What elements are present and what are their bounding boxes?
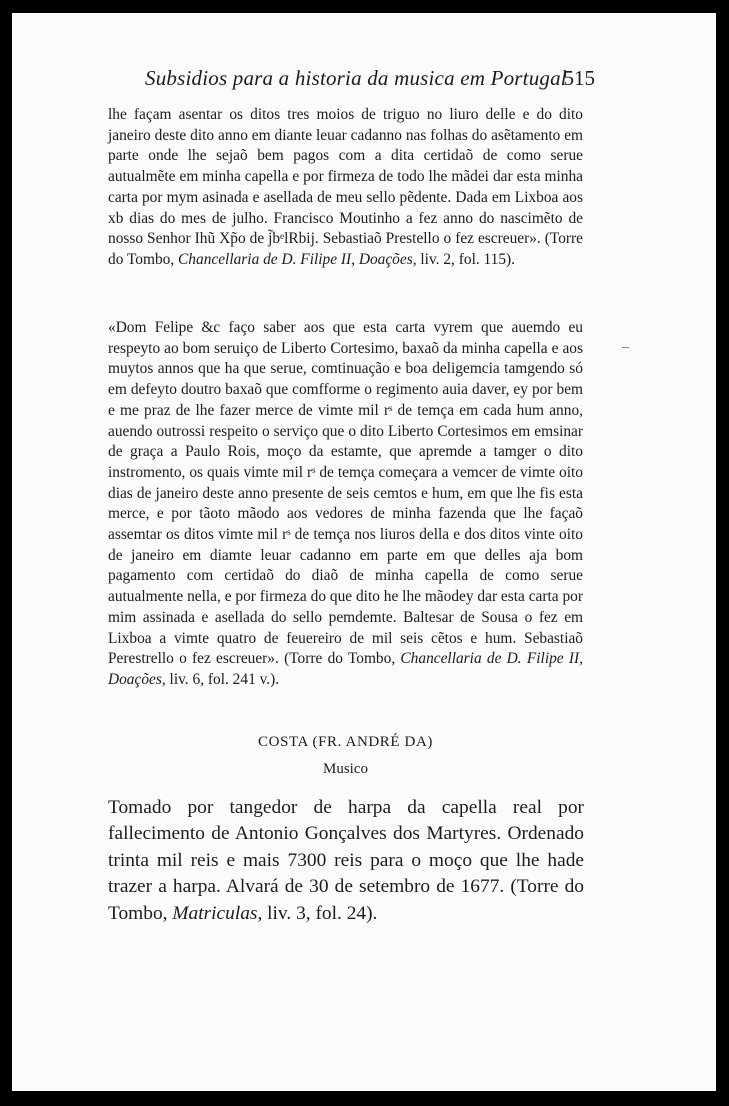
paragraph-text: lhe façam asentar os ditos tres moios de triguo no liuro delle e do dito janeiro deste dito anno em diante leuar cadanno nas folhas do asẽtamento em parte onde lhe sejaõ bem pagos com a dita certidaõ de como serue autualmẽte em minha capella e por firmeza de todo lhe mãdei dar esta minha carta por mym asinada e asellada de meu sello pẽdente. Dada em Lixboa aos xb dias do mes de julho. Francisco Moutinho a fez anno do nascimẽto de nosso Senhor Ihũ Xp̃o de j̃bᵉlRbij. Sebastiaõ Prestello o fez escreuer». (Torre do Tombo, xyxy=(108,106,583,268)
entry-subheading: Musico xyxy=(323,761,368,777)
citation-tail: liv. 3, fol. 24). xyxy=(262,902,378,924)
citation-tail: liv. 2, fol. 115). xyxy=(416,250,516,268)
entry-heading: COSTA (FR. ANDRÉ DA) xyxy=(258,734,433,750)
citation-italic: Chancellaria de D. Filipe II, Doações, xyxy=(108,650,583,688)
citation-italic: Matriculas, xyxy=(172,902,263,924)
paragraph-text: «Dom Felipe &c faço saber aos que esta carta vyrem que auemdo eu respeyto ao bom seruiço de Liberto Cortesimo, baxaõ da minha capella e aos muytos annos que ha que serue, comtinuação e boa deligemcia tamgendo só em defeyto doutro baxaõ que comfforme o regimento auia daver, ey por bem e me praz de lhe fazer merce de vimte mil rˢ de temça em cada hum anno, auendo outrossi respeito o serviço que o dito Liberto Cortesimos em emsinar de graça a Paulo Rois, moço da estamte, que apremde a tamger o dito instromento, os quais vimte mil rˢ de temça começara a vemcer de vimte oito dias de janeiro deste anno presente de seis cemtos e hum, em que lhe fis esta merce, e por tãoto mãodo aos vedores de minha fazenda que lhe façaõ assemtar os ditos vimte mil rˢ de temça nos liuros della e dos ditos vinte oito de janeiro em diamte leuar cadanno em parte em que delles aja bom pagamento com certidaõ do diaõ de minha capella de como serue autualmente nella, e por firmeza do que dito he lhe mãodey dar esta carta por mim assinada e asellada do sello pemdemte. Baltesar de Sousa o fez em Lixboa a vimte quatro de feuereiro de mil seis cẽtos e hum. Sebastiaõ Perestrello o fez escreuer». (Torre do Tombo, xyxy=(108,319,583,668)
paragraph-entry-body xyxy=(108,795,584,927)
running-title: Subsidios para a historia da musica em Portugal xyxy=(145,66,567,90)
page-number: 515 xyxy=(563,66,595,90)
citation-tail: liv. 6, fol. 241 v.). xyxy=(165,670,280,688)
citation-italic: Chancellaria de D. Filipe II, Doações, xyxy=(178,250,417,268)
paragraph-document-excerpt-1 xyxy=(108,105,583,271)
paragraph-text: Tomado por tangedor de harpa da capella real por fallecimento de Antonio Gonçalves dos Martyres. Ordenado trinta mil reis e mais 7300 reis para o moço que lhe hade trazer a harpa. Alvará de 30 de setembro de 1677. (Torre do Tombo, xyxy=(108,797,584,924)
paragraph-document-excerpt-2 xyxy=(108,318,583,691)
margin-mark xyxy=(622,347,629,348)
running-header xyxy=(145,63,595,93)
